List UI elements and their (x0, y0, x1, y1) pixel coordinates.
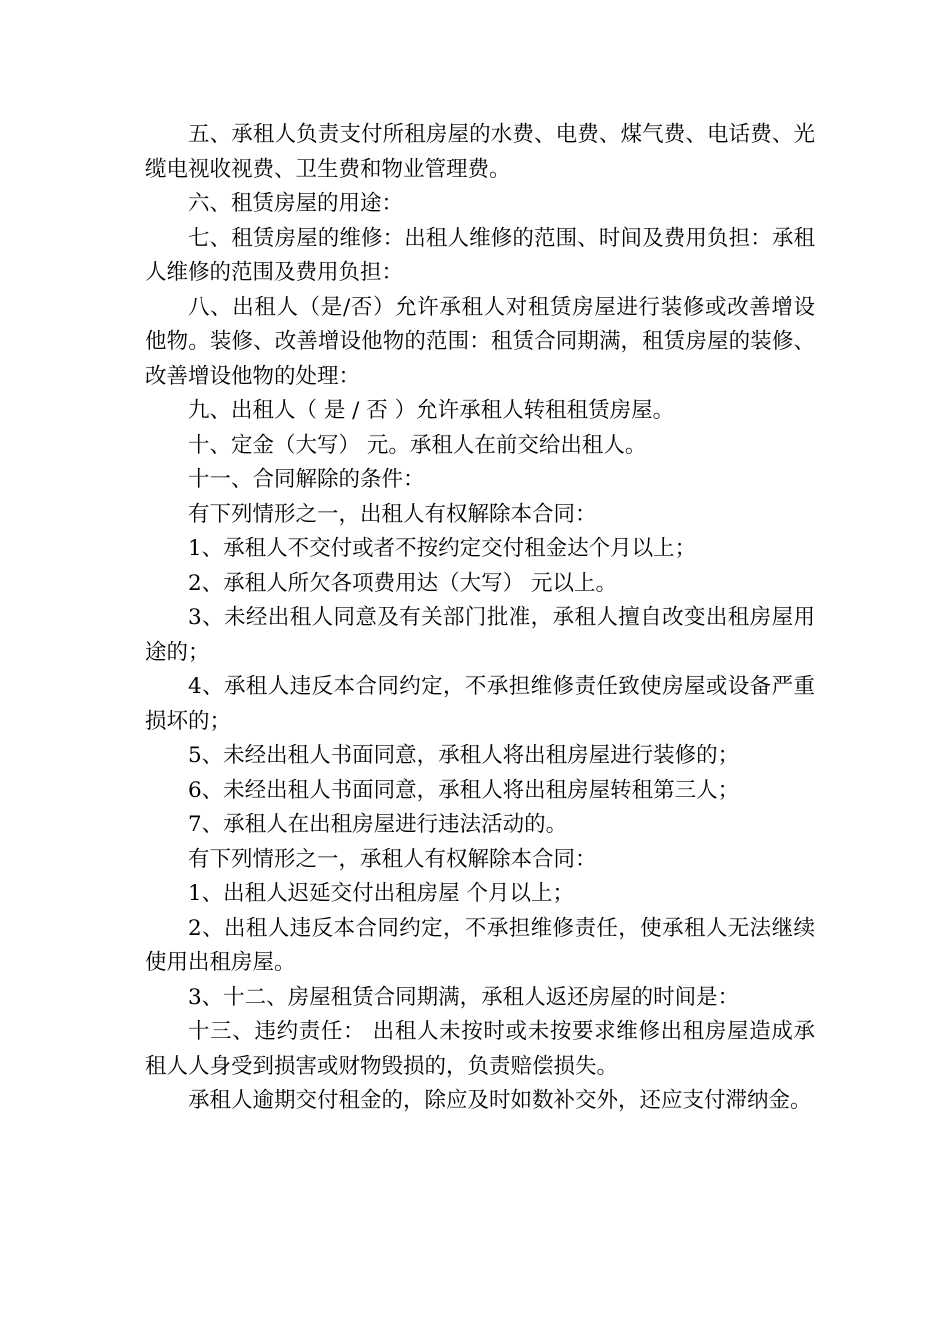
list-item-lessor-1: 1、承租人不交付或者不按约定交付租金达个月以上； (188, 536, 697, 561)
paragraph-lessor-termination-intro: 有下列情形之一，出租人有权解除本合同： (188, 501, 597, 527)
paragraph-5-utility-fees: 五、承租人负责支付所租房屋的水费、电费、煤气费、电话费、光缆电视收视费、卫生费和物业管理费。 (145, 122, 815, 182)
paragraph-11-termination-conditions: 十一、合同解除的条件： (188, 467, 425, 492)
list-item-lessor-2: 2、承租人所欠各项费用达（大写） 元以上。 (188, 570, 618, 596)
paragraph-12-return-time: 3、十二、房屋租赁合同期满，承租人返还房屋的时间是： (188, 984, 740, 1010)
paragraph-9-sublease: 九、出租人（ 是 / 否 ）允许承租人转租租赁房屋。 (188, 398, 675, 423)
list-item-lessor-6: 6、未经出租人书面同意，承租人将出租房屋转租第三人； (188, 777, 740, 803)
paragraph-late-payment: 承租人逾期交付租金的，除应及时如数补交外，还应支付滞纳金。 (188, 1088, 812, 1113)
paragraph-13-liability: 十三、违约责任： 出租人未按时或未按要求维修出租房屋造成承租人人身受到损害或财物毁损的，负责赔偿损失。 (145, 1019, 815, 1079)
list-item-lessor-5: 5、未经出租人书面同意，承租人将出租房屋进行装修的； (188, 743, 740, 768)
paragraph-8-renovation: 八、出租人（是/否）允许承租人对租赁房屋进行装修或改善增设他物。装修、改善增设他物的范围：租赁合同期满，租赁房屋的装修、改善增设他物的处理： (145, 294, 815, 389)
paragraph-lessee-termination-intro: 有下列情形之一，承租人有权解除本合同： (188, 846, 597, 872)
paragraph-10-deposit: 十、定金（大写） 元。承租人在前交给出租人。 (188, 432, 647, 458)
list-item-lessor-3: 3、未经出租人同意及有关部门批准，承租人擅自改变出租房屋用途的； (145, 605, 815, 665)
document-body (145, 118, 815, 1119)
list-item-lessee-2: 2、出租人违反本合同约定，不承担维修责任，使承租人无法继续使用出租房屋。 (145, 915, 815, 975)
list-item-lessor-4: 4、承租人违反本合同约定，不承担维修责任致使房屋或设备严重损坏的； (145, 674, 815, 734)
list-item-lessee-1: 1、出租人迟延交付出租房屋 个月以上； (188, 881, 575, 906)
list-item-lessor-7: 7、承租人在出租房屋进行违法活动的。 (188, 812, 568, 837)
paragraph-7-repairs: 七、租赁房屋的维修：出租人维修的范围、时间及费用负担：承租人维修的范围及费用负担： (145, 225, 815, 285)
paragraph-6-house-use: 六、租赁房屋的用途： (188, 191, 404, 216)
